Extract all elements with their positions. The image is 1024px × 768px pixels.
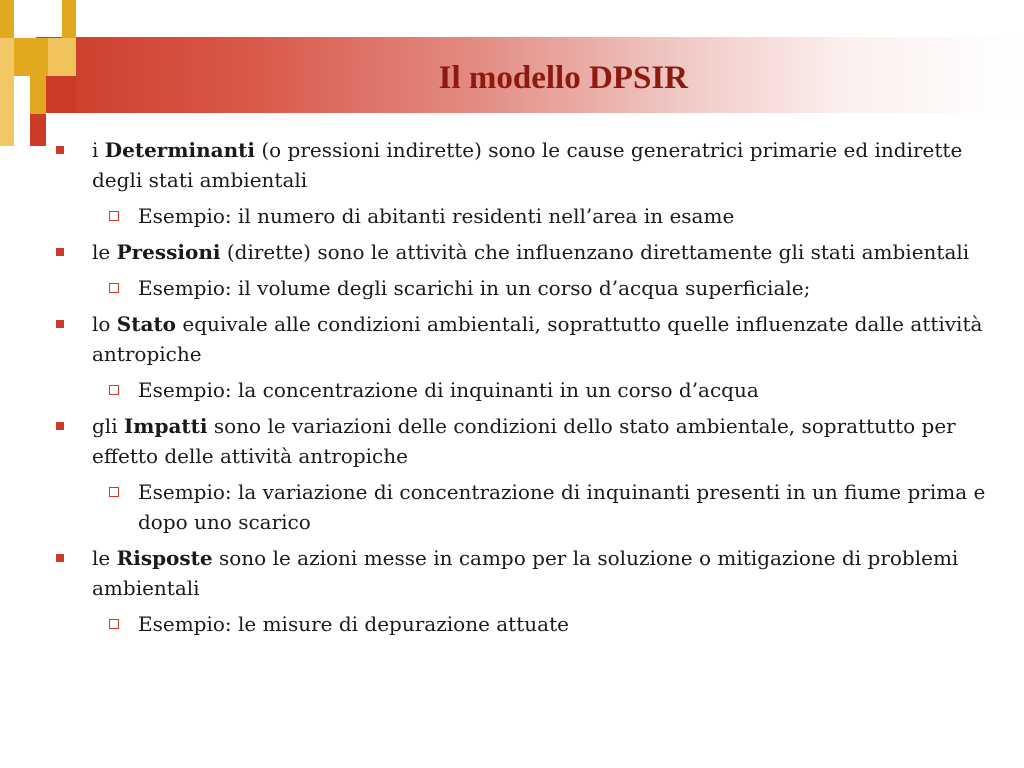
sub-item xyxy=(56,609,986,639)
hollow-square-bullet-icon xyxy=(109,283,119,293)
square-bullet-icon xyxy=(56,248,64,256)
bullet-list xyxy=(56,135,986,645)
item-term: Risposte xyxy=(116,546,213,570)
sub-item xyxy=(56,477,986,537)
list-item xyxy=(56,135,986,195)
item-text: (o pressioni indirette) sono le cause generatrici primarie ed indirette degli stati ambientali xyxy=(92,138,963,192)
item-prefix: le xyxy=(92,546,117,570)
list-item xyxy=(56,543,986,603)
decor-square xyxy=(30,114,46,146)
item-prefix: gli xyxy=(92,414,124,438)
item-text: sono le variazioni delle condizioni dello stato ambientale, soprattutto per effetto delle attività antropiche xyxy=(92,414,956,468)
item-term: Impatti xyxy=(123,414,208,438)
sub-item xyxy=(56,273,986,303)
sub-item xyxy=(56,375,986,405)
list-item xyxy=(56,237,986,267)
item-term: Pressioni xyxy=(116,240,221,264)
list-item xyxy=(56,309,986,369)
list-item xyxy=(56,411,986,471)
item-prefix: lo xyxy=(92,312,117,336)
hollow-square-bullet-icon xyxy=(109,487,119,497)
hollow-square-bullet-icon xyxy=(109,619,119,629)
square-bullet-icon xyxy=(56,422,64,430)
sub-item-text: Esempio: la concentrazione di inquinanti in un corso d’acqua xyxy=(138,378,759,402)
square-bullet-icon xyxy=(56,554,64,562)
sub-item-text: Esempio: le misure di depurazione attuate xyxy=(138,612,569,636)
square-bullet-icon xyxy=(56,146,64,154)
sub-item xyxy=(56,201,986,231)
slide-title: Il modello DPSIR xyxy=(438,60,688,96)
sub-item-text: Esempio: il numero di abitanti residenti nell’area in esame xyxy=(138,204,735,228)
square-bullet-icon xyxy=(56,320,64,328)
hollow-square-bullet-icon xyxy=(109,385,119,395)
item-term: Stato xyxy=(116,312,177,336)
item-term: Determinanti xyxy=(104,138,255,162)
sub-item-text: Esempio: la variazione di concentrazione di inquinanti presenti in un fiume prima e dopo uno scarico xyxy=(138,480,986,534)
decor-square xyxy=(0,0,14,38)
item-text: sono le azioni messe in campo per la soluzione o mitigazione di problemi ambientali xyxy=(92,546,959,600)
item-prefix: le xyxy=(92,240,117,264)
sub-item-text: Esempio: il volume degli scarichi in un corso d’acqua superficiale; xyxy=(138,276,811,300)
hollow-square-bullet-icon xyxy=(109,211,119,221)
decor-square xyxy=(62,0,76,38)
item-text: (dirette) sono le attività che influenzano direttamente gli stati ambientali xyxy=(220,240,970,264)
item-prefix: i xyxy=(92,138,105,162)
item-text: equivale alle condizioni ambientali, soprattutto quelle influenzate dalle attività antropiche xyxy=(92,312,983,366)
